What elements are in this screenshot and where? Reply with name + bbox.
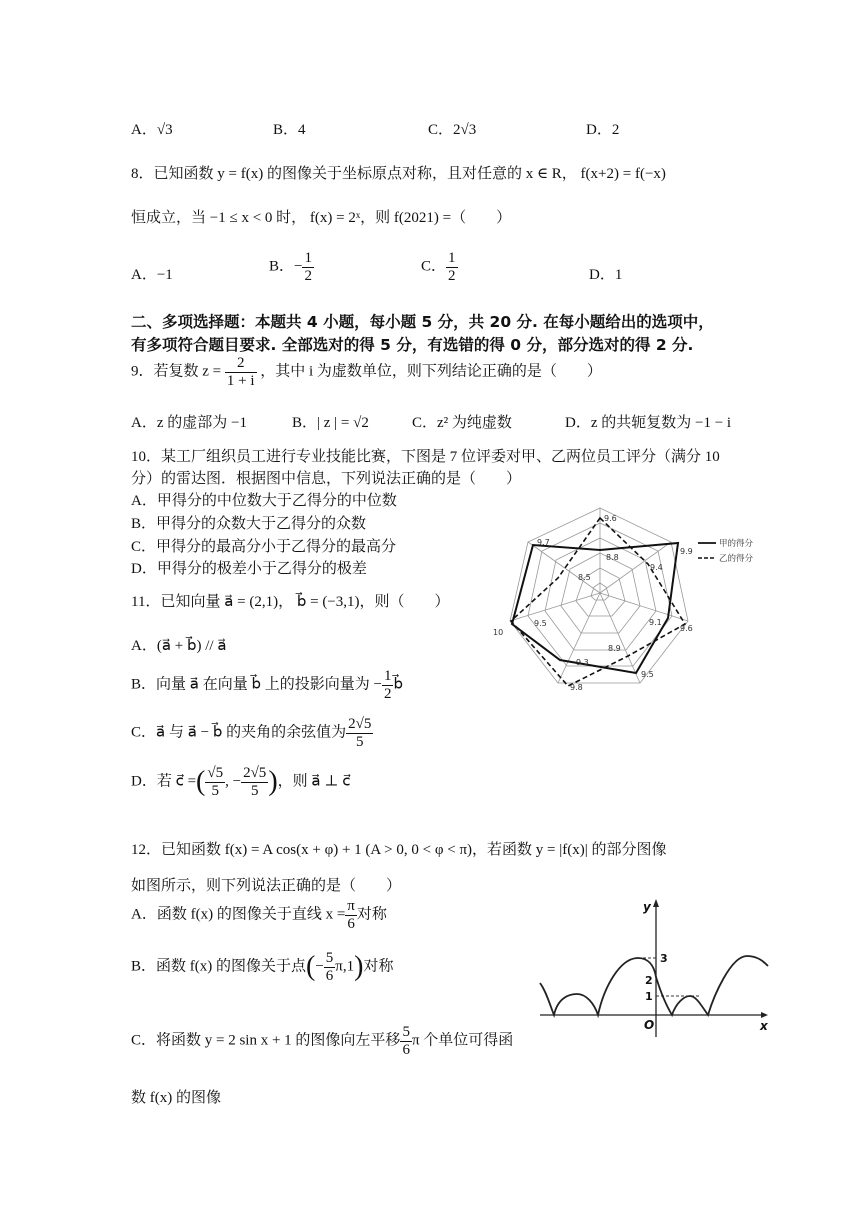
radar-label-12: 9.5 xyxy=(641,670,654,679)
q12-option-c xyxy=(131,1024,513,1058)
q10-option-c: C．甲得分的最高分小于乙得分的最高分 xyxy=(131,539,397,555)
q12-stem-line1: 12．已知函数 f(x) = A cos(x + φ) + 1 (A > 0, 0 < φ < π)，若函数 y = |f(x)| 的部分图像 xyxy=(131,842,667,858)
q9-option-c: C．z² 为纯虚数 xyxy=(412,415,512,431)
q12-option-b-den: 6 xyxy=(325,967,334,984)
q11-option-c xyxy=(131,716,373,750)
q11-option-b-den: 2 xyxy=(383,685,392,702)
q12-option-b-prefix: B．函数 f(x) 的图像关于点 xyxy=(131,958,306,975)
q10-option-a: A．甲得分的中位数大于乙得分的中位数 xyxy=(131,493,397,509)
radar-label-11: 9.3 xyxy=(576,658,589,667)
q7-option-d: D．2 xyxy=(586,122,620,138)
radar-grid xyxy=(510,508,688,683)
q8-option-b-den: 2 xyxy=(304,267,312,284)
radar-chart-figure xyxy=(488,498,778,698)
q10-option-d: D．甲得分的极差小于乙得分的极差 xyxy=(131,561,367,577)
q12-option-a-prefix: A．函数 f(x) 的图像关于直线 x = xyxy=(131,906,346,923)
q12-option-b-minus: − xyxy=(315,958,324,975)
q8-option-b-prefix: B．− xyxy=(269,258,303,275)
q11-option-c-num: 2√5 xyxy=(348,716,372,732)
q11-option-d: D．若 c⃗ =( $\frac{√5}{5}$ , − $\frac{2√5}{5}$ )，则 a⃗ ⊥ c⃗ xyxy=(131,765,351,799)
abs-f-curve xyxy=(540,956,768,1015)
radar-label-3: 8.8 xyxy=(606,553,619,562)
q11-option-c-den: 5 xyxy=(346,733,373,751)
q11-option-b xyxy=(131,668,403,702)
radar-label-6: 10 xyxy=(493,628,504,637)
q9-stem-suffix: ，其中 i 为虚数单位，则下列结论正确的是（ ） xyxy=(260,363,602,380)
tick-label-3: 3 xyxy=(660,952,668,965)
q11-option-d-num2: 2√5 xyxy=(243,765,267,781)
section2-header-line1: 二、多项选择题：本题共 4 小题，每小题 5 分，共 20 分. 在每小题给出的选项中， xyxy=(131,313,714,331)
q9-option-d: D．z 的共轭复数为 −1 − i xyxy=(565,415,732,431)
q10-stem-line1: 10．某工厂组织员工进行专业技能比赛，下图是 7 位评委对甲、乙两位员工评分（满分 10 xyxy=(131,449,720,465)
q12-option-b-num: 5 xyxy=(325,950,334,966)
q11-option-b-suffix: b⃗ xyxy=(393,676,403,693)
legend-jia-label: 甲的得分 xyxy=(719,539,754,549)
x-axis-label: x xyxy=(760,1019,768,1033)
q8-option-b xyxy=(269,250,314,284)
q11-option-c-prefix: C．a⃗ 与 a⃗ − b⃗ 的夹角的余弦值为 xyxy=(131,724,347,741)
q8-option-c-prefix: C． xyxy=(421,258,447,275)
radar-label-2: 9.9 xyxy=(680,547,693,556)
q11-option-b-num: 1 xyxy=(383,668,392,684)
q12-option-b: B．函数 f(x) 的图像关于点(− $\frac{5}{6}$ π,1)对称 xyxy=(131,950,394,984)
radar-label-4: 9.4 xyxy=(650,563,663,572)
q11-option-d-suffix: ，则 a⃗ ⊥ c⃗ xyxy=(277,773,351,790)
radar-label-1: 9.7 xyxy=(537,538,550,547)
q12-option-c-line2: 数 f(x) 的图像 xyxy=(131,1090,221,1106)
q8-option-b-num: 1 xyxy=(304,250,312,266)
q10-stem-line2: 分）的雷达图．根据图中信息，下列说法正确的是（ ） xyxy=(131,471,522,487)
q8-option-c-den: 2 xyxy=(448,267,456,284)
q12-option-c-prefix: C．将函数 y = 2 sin x + 1 的图像向左平移 xyxy=(131,1032,401,1049)
q11-option-b-prefix: B．向量 a⃗ 在向量 b⃗ 上的投影向量为 − xyxy=(131,676,382,693)
origin-label: O xyxy=(644,1018,655,1032)
q7-option-b: B．4 xyxy=(273,122,306,138)
radar-label-7: 9.5 xyxy=(534,619,547,628)
y-axis-arrow xyxy=(653,899,659,907)
radar-label-10: 8.9 xyxy=(608,644,621,653)
legend-yi-label: 乙的得分 xyxy=(719,554,754,564)
x-axis-arrow xyxy=(761,1012,768,1018)
q12-option-a xyxy=(131,898,387,932)
q10-option-b: B．甲得分的众数大于乙得分的众数 xyxy=(131,516,367,532)
q11-stem: 11．已知向量 a⃗ = (2,1)， b⃗ = (−3,1)，则（ ） xyxy=(131,594,450,610)
radar-label-5: 8.5 xyxy=(578,573,591,582)
q9-stem xyxy=(131,355,602,389)
q12-option-a-den: 6 xyxy=(345,915,357,933)
q11-option-d-den1: 5 xyxy=(205,782,225,800)
radar-label-13: 9.8 xyxy=(570,683,583,692)
q8-stem-line1: 8．已知函数 y = f(x) 的图像关于坐标原点对称，且对任意的 x ∈ R， f(x+2) = f(−x) xyxy=(131,166,666,182)
q11-option-d-num1: √5 xyxy=(207,765,224,781)
q8-stem-line2: 恒成立，当 −1 ≤ x < 0 时， f(x) = 2ˣ，则 f(2021) =（ ） xyxy=(131,210,512,226)
q12-option-a-num: π xyxy=(347,898,355,914)
q12-option-c-suffix: π 个单位可得函 xyxy=(411,1032,514,1049)
q9-option-b: B．| z | = √2 xyxy=(292,415,369,431)
q12-option-b-point-rest: π,1 xyxy=(335,958,355,975)
radar-label-9: 9.6 xyxy=(680,624,693,633)
q12-stem-line2: 如图所示，则下列说法正确的是（ ） xyxy=(131,878,402,894)
q11-option-d-mid: , − xyxy=(225,773,242,790)
q9-frac-num: 2 xyxy=(236,355,245,371)
radar-label-0: 9.6 xyxy=(604,514,617,523)
abs-function-graph xyxy=(536,895,772,1040)
q12-option-c-den: 6 xyxy=(402,1041,410,1058)
q7-option-c: C．2√3 xyxy=(428,122,477,138)
radar-label-8: 9.1 xyxy=(649,618,662,627)
q11-option-a: A．(a⃗ + b⃗) // a⃗ xyxy=(131,638,227,654)
y-axis-label: y xyxy=(643,900,651,914)
tick-label-2: 2 xyxy=(645,974,653,987)
q8-option-d: D．1 xyxy=(589,267,623,283)
q12-option-b-suffix: 对称 xyxy=(363,958,394,975)
section2-header-line2: 有多项符合题目要求. 全部选对的得 5 分，有选错的得 0 分，部分选对的得 2 分. xyxy=(131,336,694,354)
q9-option-a: A．z 的虚部为 −1 xyxy=(131,415,247,431)
q12-option-a-suffix: 对称 xyxy=(356,906,387,923)
q12-option-c-num: 5 xyxy=(402,1024,410,1040)
q8-option-c xyxy=(421,250,458,284)
tick-label-1: 1 xyxy=(645,990,653,1003)
q8-option-a: A．−1 xyxy=(131,267,173,283)
q11-option-d-den2: 5 xyxy=(241,782,268,800)
q11-option-d-prefix: D．若 c⃗ = xyxy=(131,773,197,790)
q8-option-c-num: 1 xyxy=(448,250,456,266)
q7-option-a: A．√3 xyxy=(131,122,173,138)
q9-frac-den: 1 + i xyxy=(226,372,255,389)
q9-stem-prefix: 9．若复数 z = xyxy=(131,363,222,380)
radar-legend xyxy=(698,538,754,564)
